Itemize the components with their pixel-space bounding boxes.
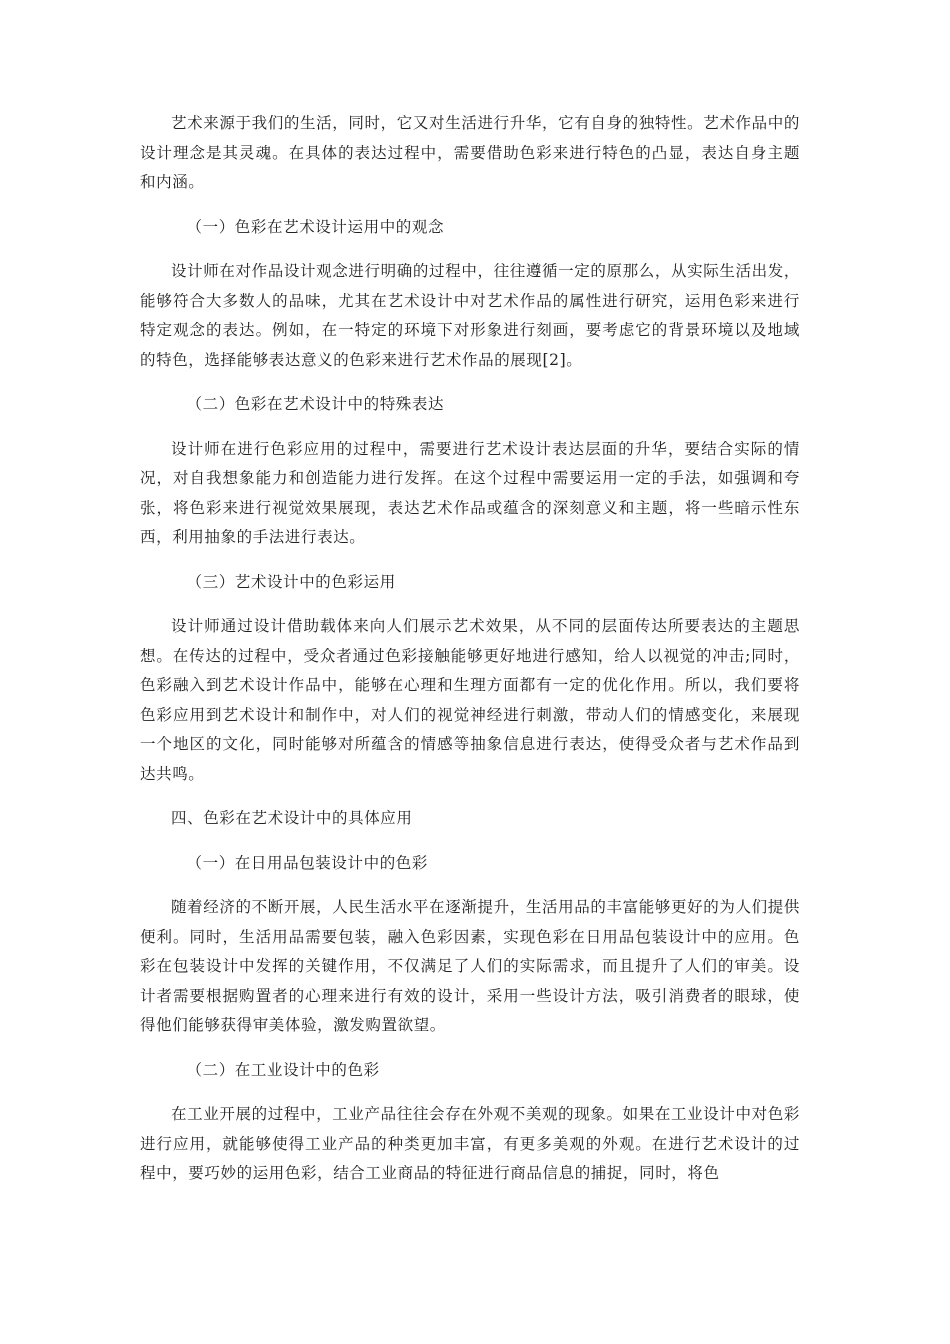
paragraph-color-usage: 设计师通过设计借助载体来向人们展示艺术效果，从不同的层面传达所要表达的主题思想。在传达的过程中，受众者通过色彩接触能够更好地进行感知，给人以视觉的冲击;同时，色彩融入到艺术设计作品中，能够在心理和生理方面都有一定的优化作用。所以，我们要将色彩应用到艺术设计和制作中，对人们的视觉神经进行刺激，带动人们的情感变化，来展现一个地区的文化，同时能够对所蕴含的情感等抽象信息进行表达，使得受众者与艺术作品到达共鸣。 [140,617,800,783]
paragraph-special-expression: 设计师在进行色彩应用的过程中，需要进行艺术设计表达层面的升华，要结合实际的情况，对自我想象能力和创造能力进行发挥。在这个过程中需要运用一定的手法，如强调和夸张，将色彩来进行视觉效果展现，表达艺术作品或蕴含的深刻意义和主题，将一些暗示性东西，利用抽象的手法进行表达。 [140,439,800,546]
subheading-packaging: （一）在日用品包装设计中的色彩 [186,853,429,872]
document-body [140,109,800,1204]
paragraph-packaging: 随着经济的不断开展，人民生活水平在逐渐提升，生活用品的丰富能够更好的为人们提供便利。同时，生活用品需要包装，融入色彩因素，实现色彩在日用品包装设计中的应用。色彩在包装设计中发挥的关键作用，不仅满足了人们的实际需求，而且提升了人们的审美。设计者需要根据购置者的心理来进行有效的设计，采用一些设计方法，吸引消费者的眼球，使得他们能够获得审美体验，激发购置欲望。 [140,898,800,1034]
paragraph-concept: 设计师在对作品设计观念进行明确的过程中，往往遵循一定的原那么，从实际生活出发，能够符合大多数人的品味，尤其在艺术设计中对艺术作品的属性进行研究，运用色彩来进行特定观念的表达。例如，在一特定的环境下对形象进行刻画，要考虑它的背景环境以及地域的特色，选择能够表达意义的色彩来进行艺术作品的展现[2]。 [140,262,800,369]
section-heading-applications: 四、色彩在艺术设计中的具体应用 [171,809,413,827]
paragraph-industrial: 在工业开展的过程中，工业产品往往会存在外观不美观的现象。如果在工业设计中对色彩进行应用，就能够使得工业产品的种类更加丰富，有更多美观的外观。在进行艺术设计的过程中，要巧妙的运用色彩，结合工业商品的特征进行商品信息的捕捉，同时，将色 [140,1105,800,1182]
paragraph-intro: 艺术来源于我们的生活，同时，它又对生活进行升华，它有自身的独特性。艺术作品中的设计理念是其灵魂。在具体的表达过程中，需要借助色彩来进行特色的凸显，表达自身主题和内涵。 [140,114,800,191]
subheading-color-usage: （三）艺术设计中的色彩运用 [186,572,396,591]
subheading-industrial: （二）在工业设计中的色彩 [186,1060,380,1079]
subheading-concept: （一）色彩在艺术设计运用中的观念 [186,217,445,236]
subheading-special-expression: （二）色彩在艺术设计中的特殊表达 [186,395,445,413]
